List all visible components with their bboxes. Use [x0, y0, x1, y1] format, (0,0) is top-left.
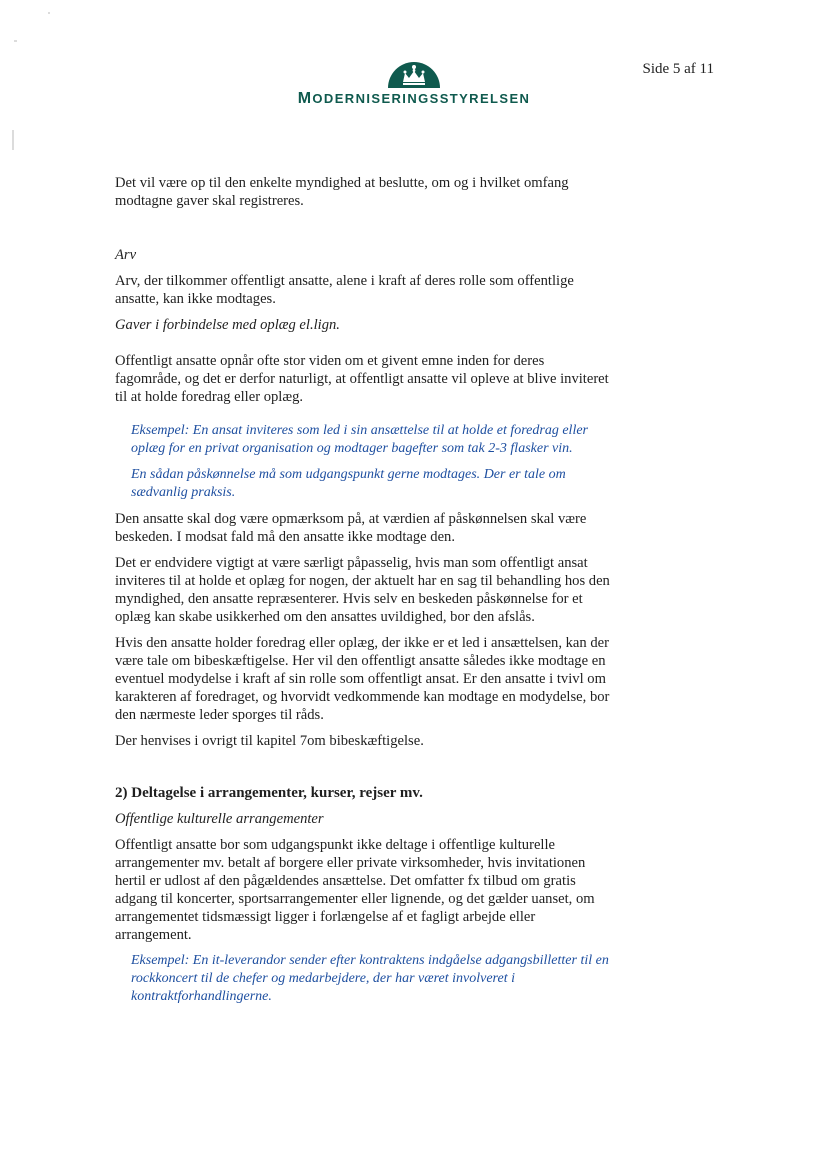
- paragraph-arv: Arv, der tilkommer offentligt ansatte, alene i kraft af deres rolle som offentlige ansatte, kan ikke modtages.: [115, 273, 574, 307]
- paragraph-henvisning: Der henvises i ovrigt til kapitel 7om bibeskæftigelse.: [115, 733, 424, 749]
- scan-artifact: [12, 130, 14, 150]
- paragraph-beskeden: Den ansatte skal dog være opmærksom på, at værdien af påskønnelsen skal være beskeden. I modsat fald må den ansatte ikke modtage den.: [115, 511, 587, 545]
- example-paaskoennelse-b: Der er tale om sædvanlig praksis.: [131, 467, 566, 500]
- subheading-arv: Arv: [115, 247, 137, 263]
- example-rockkoncert: Eksempel: En it-leverandor sender efter kontraktens indgåelse adgangsbilletter til en rockkoncert til de chefer og medarbejdere, der har været involveret i kontraktforhandlingerne.: [131, 953, 609, 1004]
- paragraph-kulturelle: Offentligt ansatte bor som udgangspunkt ikke deltage i offentlige kulturelle arrangementer mv. betalt af borgere eller private virksomheder, hvis invitationen hertil er udlost af den pågældendes ansættelse. Det omfatter fx tilbud om gratis adgang til koncerter, sportsarrangementer eller lignende, og det gælder uanset, om arrangementet tidsmæssigt ligger i forlængelse af et fagligt arbejde eller arrangement.: [115, 837, 595, 943]
- example-foredrag: Eksempel: En ansat inviteres som led i sin ansættelse til at holde et foredrag eller oplæg for en privat organisation og modtager bagefter som tak 2-3 flasker vin.: [131, 423, 589, 456]
- paragraph-paapasselig: Det er endvidere vigtigt at være særligt påpasselig, hvis man som offentligt ansat inviteres til at holde et oplæg for nogen, der aktuelt har en sag til behandling hos den myndighed, den ansatte repræsenterer. Hvis selv en beskeden påskønnelse for et oplæg kan skabe usikkerhed om den ansattes uvildighed, bor den afslås.: [115, 555, 610, 625]
- agency-name: MODERNISERINGSSTYRELSEN: [297, 90, 531, 107]
- example-paaskoennelse-a: En sådan påskønnelse må som udgangspunkt gerne modtages.: [131, 467, 481, 482]
- crown-logo-icon: [386, 58, 442, 88]
- scan-artifact: [48, 12, 50, 14]
- subheading-kulturelle: Offentlige kulturelle arrangementer: [115, 811, 324, 827]
- paragraph-registration: Det vil være op til den enkelte myndighed at beslutte, om og i hvilket omfang modtagne gaver skal registreres.: [115, 175, 569, 209]
- subheading-gaver: Gaver i forbindelse med oplæg el.lign.: [115, 317, 340, 333]
- paragraph-gaver: Offentligt ansatte opnår ofte stor viden om et givent emne inden for deres fagområde, og det er derfor naturligt, at offentligt ansatte vil opleve at blive inviteret til at holde foredrag eller oplæg.: [115, 353, 609, 405]
- example-paaskoennelse: [131, 466, 613, 502]
- page-number: Side 5 af 11: [642, 61, 714, 77]
- section-title-arrangementer: 2) Deltagelse i arrangementer, kurser, rejser mv.: [115, 785, 423, 801]
- scan-artifact: [14, 40, 17, 42]
- paragraph-bibeskaeftigelse: Hvis den ansatte holder foredrag eller oplæg, der ikke er et led i ansættelsen, kan der være tale om bibeskæftigelse. Her vil den offentligt ansatte således ikke modtage en eventuel modydelse i kraft af sin rolle som offentligt ansat. Er den ansatte i tvivl om karakteren af foredraget, og hvorvidt vedkommende kan modtage en modydelse, bor den nærmeste leder sporges til råds.: [115, 635, 610, 723]
- document-body: [115, 174, 613, 1006]
